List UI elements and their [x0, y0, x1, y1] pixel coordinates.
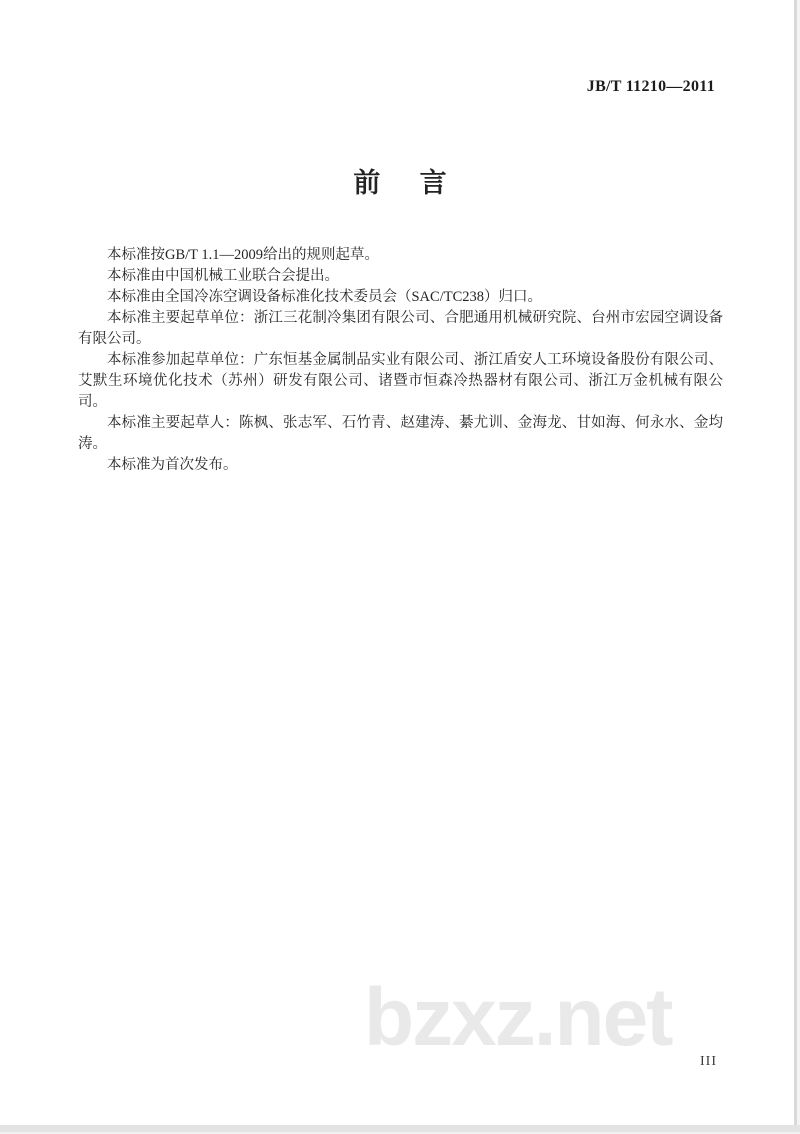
foreword-title: 前 言 [353, 168, 448, 198]
foreword-paragraph-first-issue: 本标准为首次发布。 [107, 457, 238, 473]
foreword-paragraph-participating-organizations: 本标准参加起草单位：广东恒基金属制品实业有限公司、浙江盾安人工环境设备股份有限公司、艾默生环境优化技术（苏州）研发有限公司、诸暨市恒森冷热器材有限公司、浙江万金机械有限公司。 [78, 352, 723, 410]
foreword-paragraph-drafting-rules: 本标准按GB/T 1.1—2009给出的规则起草。 [107, 247, 380, 263]
foreword-paragraph-main-drafters: 本标准主要起草人：陈枫、张志军、石竹青、赵建涛、綦尤训、金海龙、甘如海、何永水、金均涛。 [78, 415, 723, 452]
scan-edge-bottom [0, 1125, 800, 1132]
standard-number: JB/T 11210—2011 [586, 78, 715, 95]
foreword-paragraph-centralized-by: 本标准由全国冷冻空调设备标准化技术委员会（SAC/TC238）归口。 [107, 289, 543, 305]
foreword-paragraph-proposed-by: 本标准由中国机械工业联合会提出。 [107, 268, 339, 284]
page-number: III [700, 1054, 717, 1069]
watermark: bzxz.net [364, 972, 672, 1063]
foreword-paragraph-main-drafting-organizations: 本标准主要起草单位：浙江三花制冷集团有限公司、合肥通用机械研究院、台州市宏园空调设备有限公司。 [78, 310, 723, 347]
foreword-body [78, 245, 723, 476]
